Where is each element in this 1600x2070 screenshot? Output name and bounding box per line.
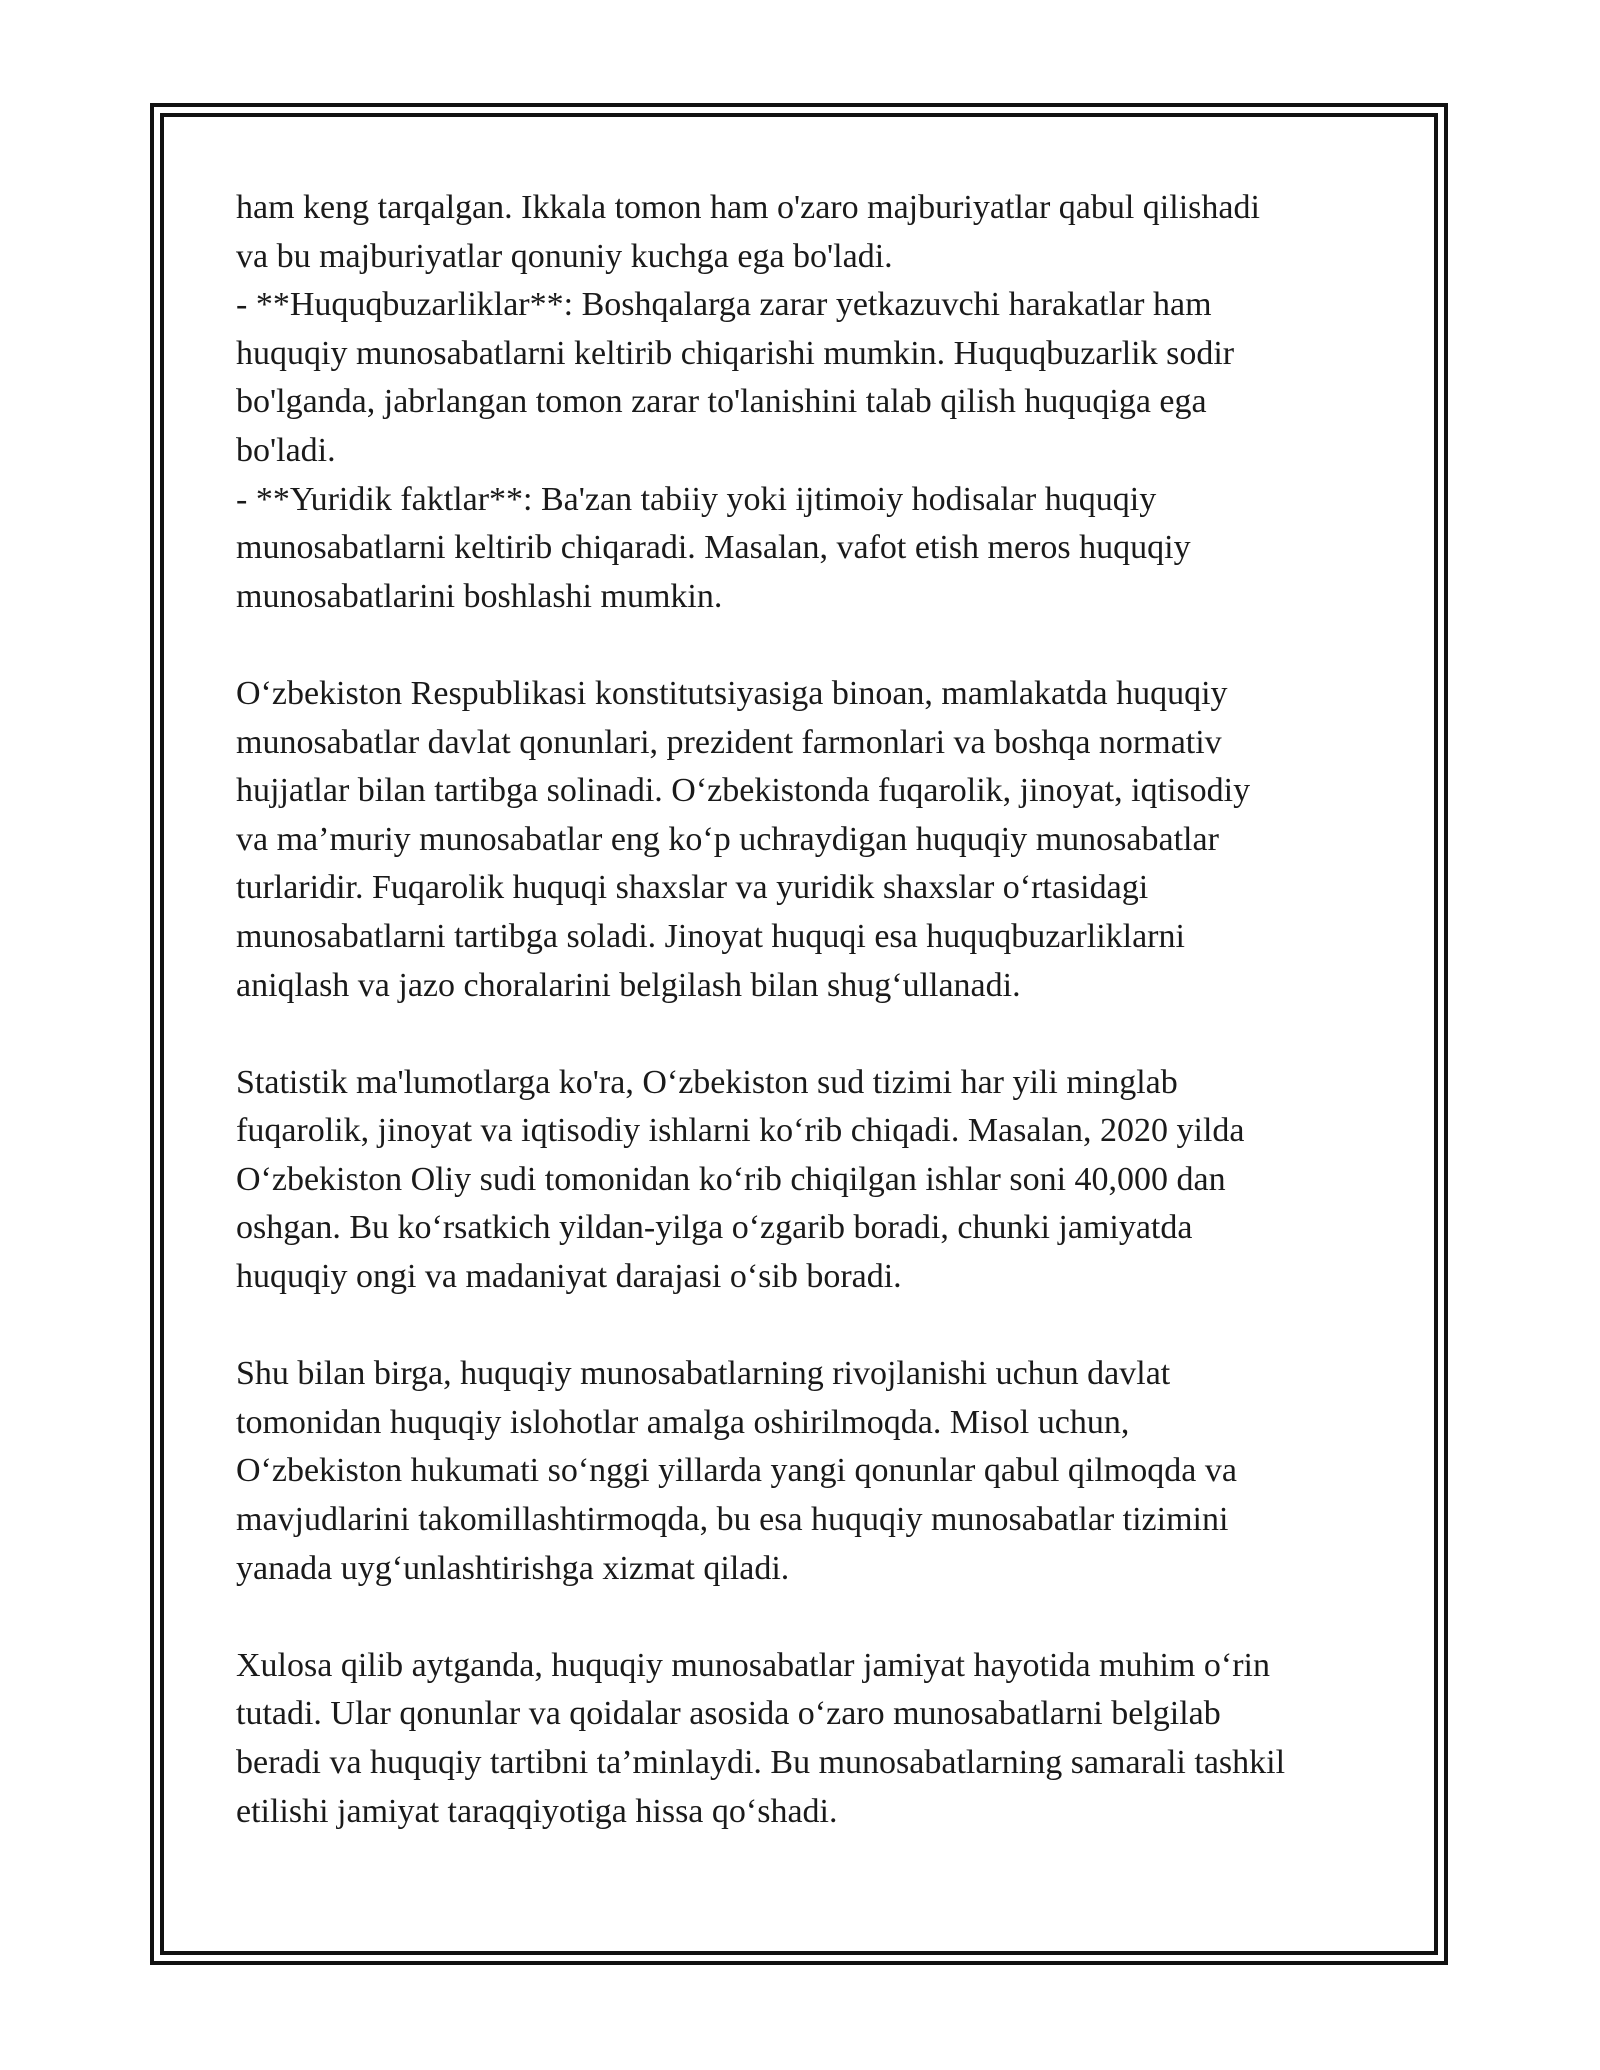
text-line: turlaridir. Fuqarolik huquqi shaxslar va yuridik shaxslar o‘rtasidagi (236, 869, 1149, 907)
text-line: yanada uyg‘unlashtirishga xizmat qiladi. (236, 1549, 790, 1587)
text-line: fuqarolik, jinoyat va iqtisodiy ishlarni ko‘rib chiqadi. Masalan, 2020 yilda (236, 1112, 1245, 1150)
text-line: - **Yuridik faktlar**: Ba'zan tabiiy yoki ijtimoiy hodisalar huquqiy (236, 480, 1157, 518)
text-line: munosabatlar davlat qonunlari, prezident farmonlari va boshqa normativ (236, 723, 1222, 761)
text-line: tutadi. Ular qonunlar va qoidalar asosida o‘zaro munosabatlarni belgilab (236, 1695, 1221, 1733)
text-line: munosabatlarni tartibga soladi. Jinoyat huquqi esa huquqbuzarliklarni (236, 917, 1185, 955)
text-line: O‘zbekiston Oliy sudi tomonidan ko‘rib chiqilgan ishlar soni 40,000 dan (236, 1160, 1226, 1198)
text-line: va ma’muriy munosabatlar eng ko‘p uchraydigan huquqiy munosabatlar (236, 820, 1219, 858)
paragraph-4 (236, 1350, 1386, 1593)
text-line: bo'ladi. (236, 431, 336, 469)
text-line: mavjudlarini takomillashtirmoqda, bu esa huquqiy munosabatlar tizimini (236, 1501, 1229, 1539)
text-line: munosabatlarini boshlashi mumkin. (236, 577, 723, 615)
text-line: Xulosa qilib aytganda, huquqiy munosabatlar jamiyat hayotida muhim o‘rin (236, 1646, 1270, 1684)
paragraph-1 (236, 184, 1386, 621)
text-line: etilishi jamiyat taraqqiyotiga hissa qo‘shadi. (236, 1792, 838, 1830)
text-line: tomonidan huquqiy islohotlar amalga oshirilmoqda. Misol uchun, (236, 1403, 1130, 1441)
text-line: munosabatlarni keltirib chiqaradi. Masalan, vafot etish meros huquqiy (236, 529, 1191, 567)
text-line: oshgan. Bu ko‘rsatkich yildan-yilga o‘zgarib boradi, chunki jamiyatda (236, 1209, 1193, 1247)
text-line: O‘zbekiston Respublikasi konstitutsiyasiga binoan, mamlakatda huquqiy (236, 674, 1228, 712)
text-line: - **Huquqbuzarliklar**: Boshqalarga zarar yetkazuvchi harakatlar ham (236, 286, 1212, 324)
text-line: va bu majburiyatlar qonuniy kuchga ega bo'ladi. (236, 237, 893, 275)
text-line: huquqiy ongi va madaniyat darajasi o‘sib boradi. (236, 1258, 902, 1296)
text-line: ham keng tarqalgan. Ikkala tomon ham o'zaro majburiyatlar qabul qilishadi (236, 189, 1260, 226)
document-body (236, 184, 1386, 1836)
text-line: hujjatlar bilan tartibga solinadi. O‘zbekistonda fuqarolik, jinoyat, iqtisodiy (236, 772, 1251, 810)
text-line: beradi va huquqiy tartibni ta’minlaydi. Bu munosabatlarning samarali tashkil (236, 1744, 1286, 1781)
paragraph-3 (236, 1059, 1386, 1302)
text-line: huquqiy munosabatlarni keltirib chiqarishi mumkin. Huquqbuzarlik sodir (236, 334, 1235, 372)
text-line: bo'lganda, jabrlangan tomon zarar to'lanishini talab qilish huquqiga ega (236, 383, 1207, 421)
paragraph-5 (236, 1642, 1386, 1836)
text-line: Statistik ma'lumotlarga ko'ra, O‘zbekiston sud tizimi har yili minglab (236, 1063, 1178, 1101)
text-line: Shu bilan birga, huquqiy munosabatlarning rivojlanishi uchun davlat (236, 1355, 1171, 1393)
text-line: aniqlash va jazo choralarini belgilash bilan shug‘ullanadi. (236, 966, 1021, 1004)
paragraph-2 (236, 670, 1386, 1010)
text-line: O‘zbekiston hukumati so‘nggi yillarda yangi qonunlar qabul qilmoqda va (236, 1452, 1237, 1490)
